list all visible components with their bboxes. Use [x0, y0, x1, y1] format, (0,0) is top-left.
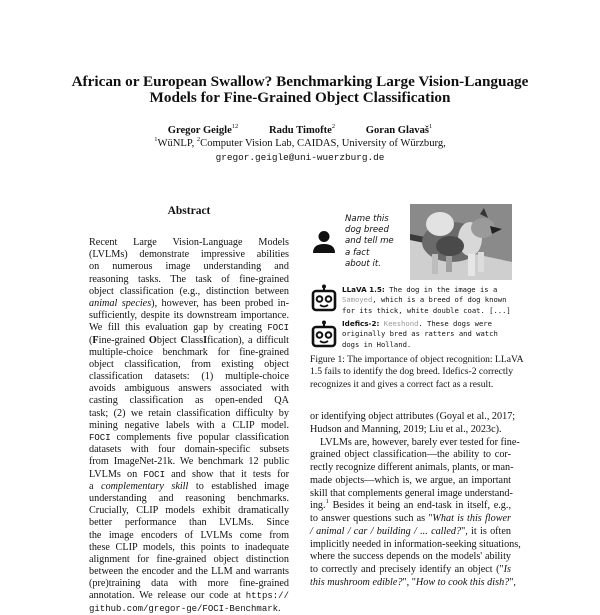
- text-line: [89, 408, 289, 420]
- text-line: [89, 530, 289, 542]
- text-line: [310, 551, 511, 564]
- text-segment: Recent Large Vision-Language Models: [89, 237, 289, 248]
- robot-icon: [311, 284, 337, 312]
- text-segment: complementary skill: [101, 480, 189, 492]
- text-segment: (: [89, 334, 93, 346]
- text-segment: FOCI: [143, 469, 165, 480]
- text-segment: FOCI: [89, 433, 111, 443]
- text-segment: We fill this evaluation gap by creating: [89, 322, 268, 334]
- text-segment: annotation. We release our code at: [89, 590, 246, 602]
- text-segment: I: [203, 334, 208, 346]
- text-segment: Besides it being an end-task in itself, e.g.,: [328, 500, 511, 512]
- text-segment: bject: [156, 334, 181, 346]
- text-line: [89, 603, 289, 615]
- text-segment: ",: [509, 576, 516, 588]
- text-segment: task; (2) we retain classification difficulty by: [89, 407, 289, 419]
- text-segment[interactable]: https://: [245, 591, 289, 602]
- text-line: [310, 436, 520, 450]
- text-line: [310, 462, 514, 475]
- text-segment: avoids ambiguous answers associated with: [89, 383, 289, 395]
- text-line: [310, 411, 516, 424]
- text-line: [89, 420, 289, 432]
- text-segment: ", it is often: [461, 525, 512, 537]
- text-segment: implicitly needed in information-seeking situations,: [310, 538, 521, 550]
- paper-title-line-2: Models for Fine-Grained Object Classification: [149, 89, 451, 106]
- text-line: [89, 286, 289, 298]
- text-line: [89, 554, 289, 566]
- text-segment: fication), a difficult: [207, 334, 289, 346]
- text-line: [89, 274, 289, 286]
- text-line: [89, 371, 289, 383]
- dog-photo: [410, 204, 512, 280]
- text-segment: How to cook this dish?: [415, 576, 510, 588]
- text-segment: / animal / car / building / ... called?: [310, 525, 462, 537]
- robot-icon: [311, 320, 337, 348]
- abstract-heading: Abstract: [167, 205, 211, 217]
- text-segment: alignment for fine-grained object distinction: [89, 553, 289, 565]
- text-segment: datasets with four domain-specific subsets: [89, 444, 289, 456]
- text-line: [310, 564, 511, 577]
- text-line: [310, 513, 511, 526]
- text-segment: sufficiently, despite its downstream importance.: [89, 310, 289, 322]
- text-segment: Is: [503, 564, 511, 575]
- intro-body: [310, 411, 521, 590]
- text-segment: mining negative labels with a CLIP model.: [89, 419, 289, 431]
- text-segment: on numerous image understanding and: [89, 261, 289, 273]
- abstract-body: [89, 237, 289, 615]
- text-segment: animal species: [89, 297, 152, 309]
- text-segment: F: [92, 334, 99, 346]
- text-segment: classification datasets: (1) multiple-choice: [89, 371, 289, 383]
- text-line: [310, 538, 521, 552]
- text-line: [89, 322, 289, 334]
- text-segment: ine-grained: [98, 334, 149, 346]
- text-segment: this mushroom edible?: [310, 576, 403, 588]
- text-line: [89, 481, 289, 493]
- text-line: [89, 469, 289, 481]
- text-segment: and show that it tests for: [164, 468, 289, 480]
- text-segment: FOCI: [267, 323, 289, 334]
- text-line: [89, 347, 289, 359]
- text-segment: lass: [187, 334, 204, 346]
- text-line: [89, 578, 289, 590]
- text-segment: O: [148, 334, 157, 346]
- text-segment: ing.: [310, 500, 326, 512]
- text-line: [89, 237, 289, 249]
- text-line: [89, 249, 289, 261]
- text-segment: LVLMs are, however, barely ever tested for fine-: [320, 436, 520, 448]
- text-segment: a: [89, 480, 102, 492]
- text-line: [89, 432, 289, 444]
- text-line: [89, 444, 289, 456]
- text-line: [89, 456, 289, 468]
- text-line: [89, 493, 289, 505]
- text-segment: 1: [325, 498, 329, 506]
- text-line: [89, 310, 289, 322]
- text-segment: reasoning tasks. The task of fine-grained: [89, 273, 289, 285]
- author: Gregor Geigle$^{12}$: [167, 123, 239, 136]
- text-segment: ), however, has been probed in-: [151, 297, 289, 309]
- text-segment: between the encoder and the LLM and warrants: [89, 566, 289, 578]
- text-segment: to answer questions such as ": [310, 513, 433, 524]
- author: Goran Glavaš$^1$: [365, 123, 433, 136]
- text-line: [310, 526, 511, 539]
- text-line: [89, 566, 289, 578]
- text-line: [310, 475, 511, 488]
- text-segment: to correctly and precisely identify an object (": [310, 564, 504, 575]
- author-email[interactable]: gregor.geigle@uni-wuerzburg.de: [215, 152, 385, 163]
- text-line: [89, 359, 289, 371]
- text-segment: (LVLMs) demonstrate impressive abilities: [89, 249, 289, 261]
- text-line: [89, 505, 289, 517]
- text-line: [310, 449, 511, 462]
- text-segment: Crucially, CLIP models exhibit dramatically: [89, 505, 289, 517]
- llava-response: LLaVA 1.5: The dog in the image is a Samoyed, which is a breed of dog known for its thick, white double coat. [...]: [342, 285, 511, 315]
- text-line: [89, 590, 289, 602]
- text-segment: these CLIP models, this points to inadequate: [89, 541, 289, 553]
- text-line: [310, 424, 511, 437]
- paper-title-line-1: African or European Swallow? Benchmarking Large Vision-Language: [71, 73, 529, 90]
- text-line: [310, 576, 516, 590]
- text-segment[interactable]: github.com/gregor-ge/FOCI-Benchmark: [89, 603, 279, 614]
- text-line: [89, 517, 289, 529]
- text-line: [89, 383, 289, 395]
- text-line: [89, 542, 289, 554]
- text-segment: object classification, from existing object: [89, 358, 289, 370]
- author: Radu Timofte$^2$: [268, 123, 336, 136]
- text-segment: made objects—which is, we argue, an important: [310, 474, 511, 486]
- authors: [0, 124, 600, 137]
- text-segment: LVLMs on: [89, 468, 144, 480]
- text-segment: Hudson and Manning, 2019; Liu et al., 2023c).: [310, 423, 502, 435]
- user-prompt: Name this dog breed and tell me a fact about it.: [345, 214, 394, 269]
- affiliation: $^1$WüNLP, $^2$Computer Vision Lab, CAIDAS, University of Würzburg,: [154, 136, 446, 149]
- text-segment: multiple-choice benchmark for fine-grained: [89, 346, 289, 358]
- idefics-response: Idefics-2: Keeshond. These dogs were originally bred as ratters and watch dogs in Holland.: [342, 319, 498, 349]
- text-line: [310, 500, 511, 513]
- figure-caption: Figure 1: The importance of object recognition: LLaVA 1.5 fails to identify the dog breed. Idefics-2 correctly recognizes it and gives a correct fact as a result.: [310, 354, 524, 390]
- text-segment: grained object classification—the ability to cor-: [310, 449, 511, 461]
- text-segment: the image encoders of LVLMs come from: [89, 529, 289, 541]
- text-segment: better performance than LVLMs. Since: [89, 517, 289, 529]
- text-segment: or identifying object attributes (Goyal et al., 2017;: [310, 411, 516, 422]
- text-segment: (pre)training data with more fine-grained: [89, 578, 289, 590]
- text-line: [310, 488, 511, 501]
- text-segment: complements five popular classification: [110, 432, 289, 443]
- text-segment: where the success depends on the models' ability: [310, 551, 511, 563]
- text-segment: ", ": [402, 576, 416, 588]
- text-segment: C: [180, 334, 188, 346]
- text-segment: What is this flower: [432, 513, 511, 524]
- text-segment: skill that complements general image understand-: [310, 487, 513, 499]
- text-segment: .: [278, 602, 281, 614]
- text-segment: from ImageNet-21k. We benchmark 12 public: [89, 456, 289, 468]
- text-line: [89, 335, 289, 347]
- text-segment: casting classification as open-ended QA: [89, 395, 289, 407]
- text-segment: rectly recognize different animals, plants, or man-: [310, 462, 514, 473]
- user-icon: [311, 229, 337, 255]
- text-segment: understanding and reasoning benchmarks.: [89, 492, 289, 504]
- text-line: [89, 298, 289, 310]
- text-segment: to established image: [188, 480, 289, 492]
- text-line: [89, 261, 289, 273]
- text-segment: object classification (e.g., distinction between: [89, 285, 289, 297]
- text-line: [89, 395, 289, 407]
